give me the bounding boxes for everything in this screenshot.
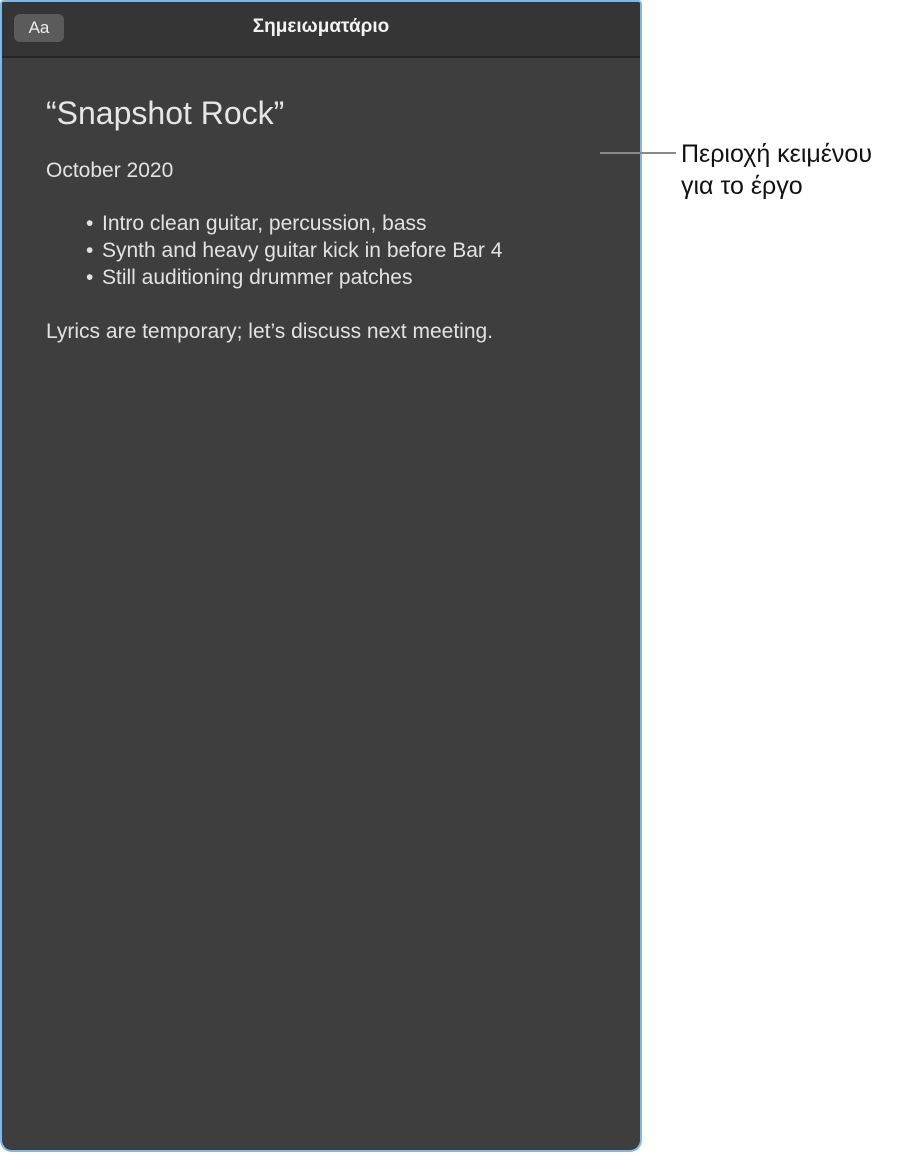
- callout-label-line1: Περιοχή κειμένου: [681, 140, 873, 168]
- callout-label-line2: για το έργο: [681, 172, 803, 200]
- bullet-icon: •: [86, 239, 94, 262]
- note-date: October 2020: [46, 159, 174, 182]
- callout-line: [600, 152, 676, 154]
- list-item-text: Intro clean guitar, percussion, bass: [102, 212, 427, 235]
- project-notes-text-area[interactable]: [46, 58, 620, 1150]
- list-item: [86, 210, 620, 237]
- note-footer: Lyrics are temporary; let’s discuss next meeting.: [46, 320, 494, 343]
- list-item: [86, 237, 620, 264]
- window-title: Σημειωματάριο: [252, 16, 390, 37]
- list-item: [86, 264, 620, 291]
- titlebar: [2, 2, 640, 58]
- bullet-icon: •: [86, 266, 94, 289]
- callout-label: [681, 138, 917, 202]
- note-title: “Snapshot Rock”: [46, 95, 285, 131]
- bullet-list: [46, 210, 620, 291]
- bullet-icon: •: [86, 212, 94, 235]
- list-item-text: Synth and heavy guitar kick in before Bar 4: [102, 239, 503, 262]
- list-item-text: Still auditioning drummer patches: [102, 266, 413, 289]
- font-button[interactable]: Aa: [14, 14, 64, 42]
